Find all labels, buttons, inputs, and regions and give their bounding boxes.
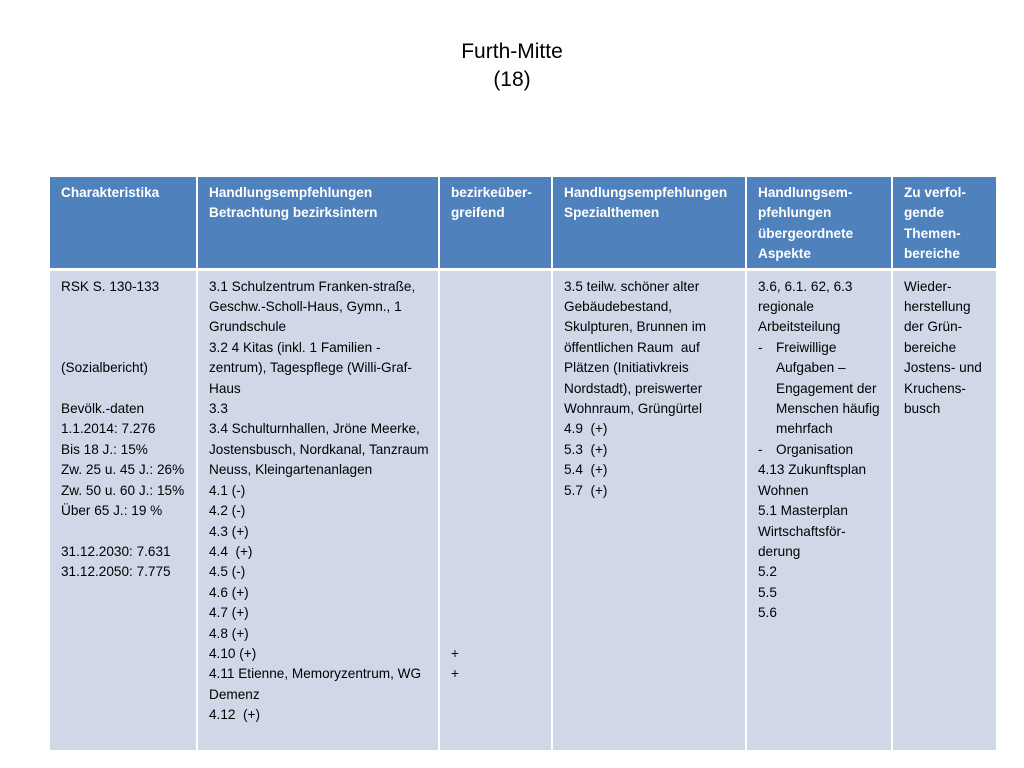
cell-bezirksintern xyxy=(197,269,439,750)
list-item: 5.5 xyxy=(758,584,777,600)
list-item: 5.3 (+) xyxy=(564,441,608,457)
cell-bezirksuebergreifend xyxy=(439,269,552,750)
list-item: 4.3 (+) xyxy=(209,523,249,539)
slide-title xyxy=(0,38,1024,94)
rsk-reference: RSK S. 130-133 xyxy=(61,278,160,294)
list-item: 4.8 (+) xyxy=(209,625,249,641)
header-uebergeordnete-aspekte: Handlungsem-pfehlungen übergeordnete Aspekte xyxy=(746,177,892,269)
list-item: 5.6 xyxy=(758,605,777,621)
list-item: 4.11 Etienne, Memoryzentrum, WG Demenz xyxy=(209,666,425,702)
list-item: 3.3 xyxy=(209,401,228,417)
population-2014: 1.1.2014: 7.276 xyxy=(61,421,156,437)
sozialbericht-label: (Sozialbericht) xyxy=(61,360,148,376)
list-item xyxy=(758,338,883,440)
header-charakteristika: Charakteristika xyxy=(50,177,197,269)
dash-list xyxy=(758,338,883,460)
header-bezirksuebergreifend: bezirkeüber-greifend xyxy=(439,177,552,269)
list-item: 3.5 teilw. schöner alter Gebäudebestand, Skulpturen, Brunnen im öffentlichen Raum auf Plätzen (Initiativkreis Nordstadt), preiswerter Wohnraum, Grüngürtel xyxy=(564,278,710,417)
cell-charakteristika xyxy=(50,269,197,750)
list-item: 4.9 (+) xyxy=(564,421,608,437)
list-item: 4.7 (+) xyxy=(209,605,249,621)
population-under-18: Bis 18 J.: 15% xyxy=(61,441,148,457)
plus-marker: + xyxy=(451,645,459,661)
list-item-text: Freiwillige Aufgaben – Engagement der Menschen häufig mehrfach xyxy=(776,339,880,437)
forecast-2030: 31.12.2030: 7.631 xyxy=(61,543,171,559)
cell-uebergeordnete-aspekte xyxy=(746,269,892,750)
population-50-60: Zw. 50 u. 60 J.: 15% xyxy=(61,482,185,498)
list-item: 3.1 Schulzentrum Franken-straße, Geschw.-Scholl-Haus, Gymn., 1 Grundschule xyxy=(209,278,420,335)
title-line-2: (18) xyxy=(493,68,531,91)
list-item: 5.7 (+) xyxy=(564,482,608,498)
list-item: 5.2 xyxy=(758,564,777,580)
recommendations-table xyxy=(50,177,996,750)
population-over-65: Über 65 J.: 19 % xyxy=(61,503,163,519)
forecast-2050: 31.12.2050: 7.775 xyxy=(61,564,171,580)
plus-marker: + xyxy=(451,666,459,682)
list-item: 3.2 4 Kitas (inkl. 1 Familien -zentrum), Tagespflege (Willi-Graf-Haus xyxy=(209,339,412,396)
header-spezialthemen: Handlungsempfehlungen Spezialthemen xyxy=(552,177,746,269)
list-item: 4.10 (+) xyxy=(209,645,257,661)
population-25-45: Zw. 25 u. 45 J.: 26% xyxy=(61,462,185,478)
table-row xyxy=(50,269,996,750)
cell-themenbereiche xyxy=(892,269,996,750)
list-item: 3.4 Schulturnhallen, Jröne Meerke, Jostensbusch, Nordkanal, Tanzraum Neuss, Kleingartenanlagen xyxy=(209,421,433,478)
header-row xyxy=(50,177,996,269)
cell-spezialthemen xyxy=(552,269,746,750)
list-item: 4.13 Zukunftsplan Wohnen xyxy=(758,462,870,498)
list-item: 3.6, 6.1. 62, 6.3 regionale Arbeitsteilung xyxy=(758,278,857,335)
list-item: 4.6 (+) xyxy=(209,584,249,600)
dash-bullet: - xyxy=(758,441,763,457)
list-item: 4.2 (-) xyxy=(209,503,246,519)
list-item: 5.4 (+) xyxy=(564,462,608,478)
header-themenbereiche: Zu verfol-gende Themen-bereiche xyxy=(892,177,996,269)
list-item: 4.1 (-) xyxy=(209,482,246,498)
list-item xyxy=(758,440,883,460)
list-item: 4.4 (+) xyxy=(209,543,253,559)
list-item: Wieder-herstellung der Grün-bereiche Jostens- und Kruchens-busch xyxy=(904,278,986,417)
list-item: 4.5 (-) xyxy=(209,564,246,580)
title-line-1: Furth-Mitte xyxy=(461,40,563,63)
population-data-label: Bevölk.-daten xyxy=(61,401,145,416)
dash-bullet: - xyxy=(758,339,763,355)
list-item: 4.12 (+) xyxy=(209,707,261,723)
list-item-text: Organisation xyxy=(776,441,854,457)
list-item: 5.1 Masterplan Wirtschaftsför-derung xyxy=(758,503,852,559)
header-bezirksintern: Handlungsempfehlungen Betrachtung bezirksintern xyxy=(197,177,439,269)
